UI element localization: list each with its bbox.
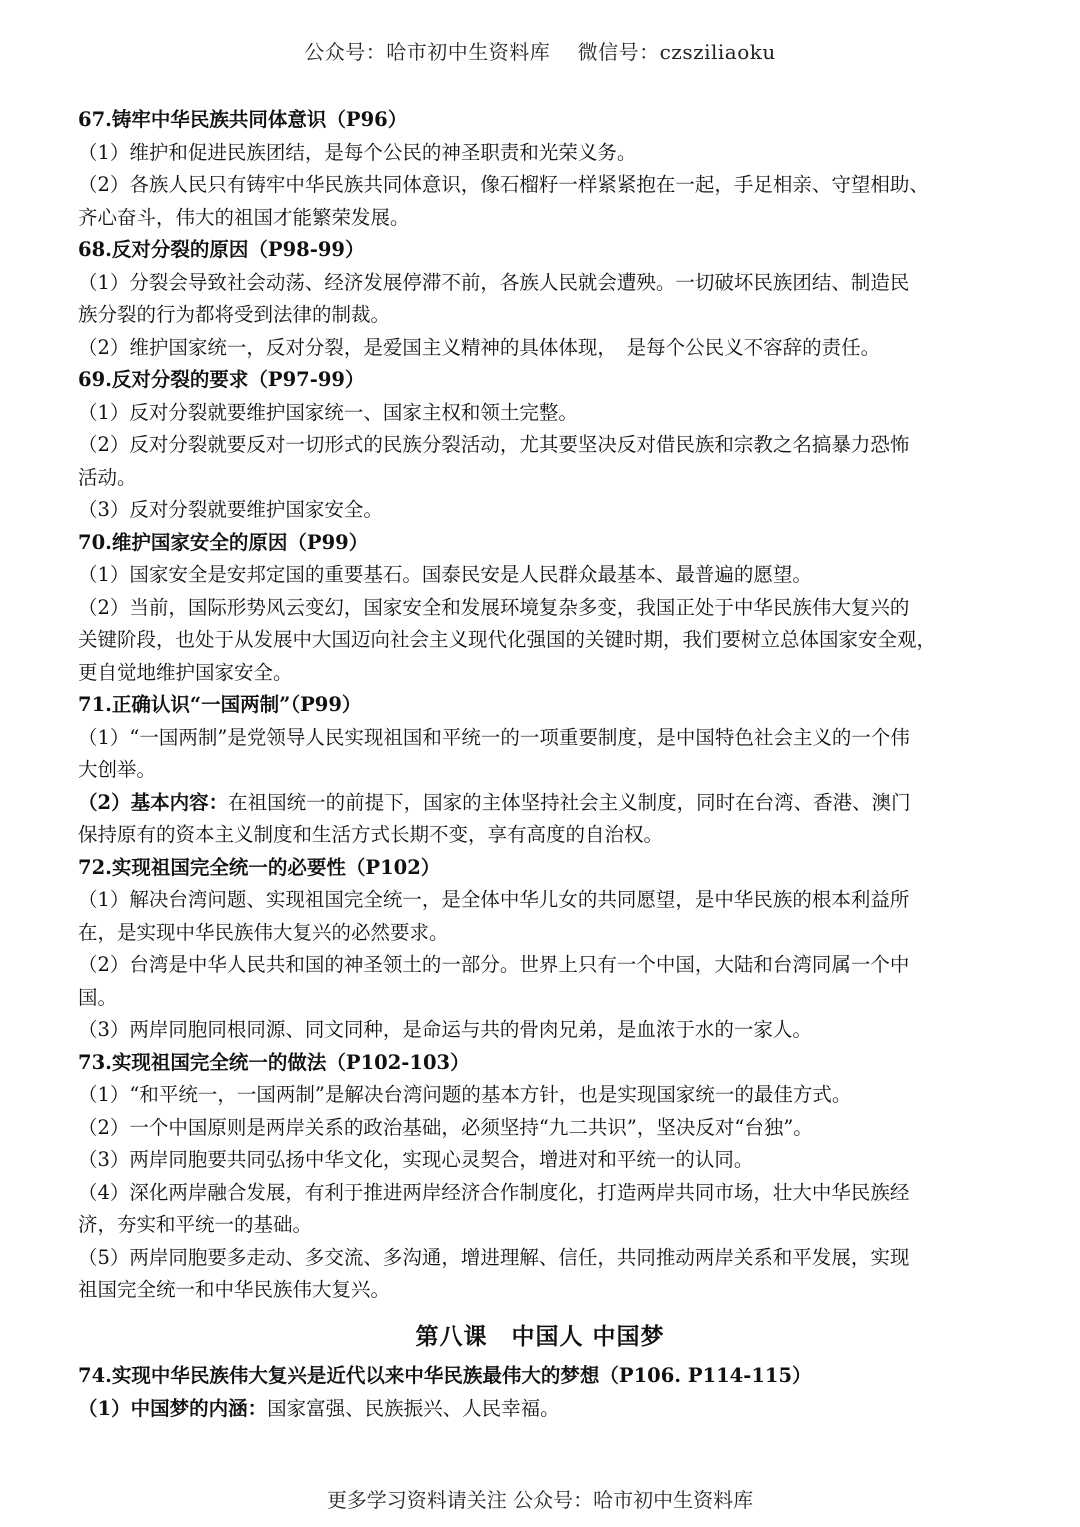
text-line: （5）两岸同胞要多走动、多交流、多沟通，增进理解、信任，共同推动两岸关系和平发展，实现 [78,1245,910,1269]
text-line: （2）台湾是中华人民共和国的神圣领土的一部分。世界上只有一个中国，大陆和台湾同属一个中 [78,953,910,976]
chapter-title: 第八课 中国人 中国梦 [415,1323,665,1350]
text-line: 更自觉地维护国家安全。 [78,660,293,684]
document-body-continued [78,1360,1008,1425]
text-line: （3）两岸同胞同根同源、同文同种，是命运与共的骨肉兄弟，是血浓于水的一家人。 [78,1018,812,1041]
section-heading: 73.实现祖国完全统一的做法（P102-103） [78,1050,470,1074]
text-line: （1）“一国两制”是党领导人民实现祖国和平统一的一项重要制度，是中国特色社会主义的一个伟 [78,725,910,749]
text-line: （2）各族人民只有铸牢中华民族共同体意识，像石榴籽一样紧紧抱在一起，手足相亲、守望相助、 [78,173,929,196]
text-line [78,1393,1008,1426]
text-line: （4）深化两岸融合发展，有利于推进两岸经济合作制度化，打造两岸共同市场，壮大中华民族经 [78,1180,910,1204]
line-text: 在祖国统一的前提下，国家的主体坚持社会主义制度，同时在台湾、香港、澳门 [228,790,911,814]
text-line: （1）“和平统一，一国两制”是解决台湾问题的基本方针，也是实现国家统一的最佳方式。 [78,1083,852,1106]
text-line: （3）反对分裂就要维护国家安全。 [78,498,383,521]
section-heading: 74.实现中华民族伟大复兴是近代以来中华民族最伟大的梦想（P106. P114-115） [78,1364,812,1387]
text-line: （2）反对分裂就要反对一切形式的民族分裂活动，尤其要坚决反对借民族和宗教之名搞暴力恐怖 [78,433,910,456]
document-body [78,104,1008,1307]
text-line: （2）当前，国际形势风云变幻，国家安全和发展环境复杂多变，我国正处于中华民族伟大复兴的 [78,595,910,619]
text-line: 保持原有的资本主义制度和生活方式长期不变，享有高度的自治权。 [78,823,664,846]
section-heading: 71.正确认识“一国两制”（P99） [78,693,362,716]
text-line: 祖国完全统一和中华民族伟大复兴。 [78,1278,391,1301]
text-line: 齐心奋斗，伟大的祖国才能繁荣发展。 [78,205,410,229]
page-footer: 更多学习资料请关注 公众号：哈市初中生资料库 [326,1488,754,1512]
section-heading: 69.反对分裂的要求（P97-99） [78,368,365,391]
bold-label: （1）中国梦的内涵： [78,1396,268,1420]
text-line: 在，是实现中华民族伟大复兴的必然要求。 [78,920,449,944]
text-line: （1）分裂会导致社会动荡、经济发展停滞不前，各族人民就会遭殃。一切破坏民族团结、制造民 [78,270,910,294]
bold-label: （2）基本内容： [78,790,229,814]
text-line: （1）维护和促进民族团结，是每个公民的神圣职责和光荣义务。 [78,140,637,164]
section-heading: 67.铸牢中华民族共同体意识（P96） [78,108,408,131]
section-heading: 70.维护国家安全的原因（P99） [78,530,369,554]
line-text: 国家富强、民族振兴、人民幸福。 [267,1396,560,1420]
text-line: 大创举。 [78,758,157,781]
text-line: 济，夯实和平统一的基础。 [78,1213,313,1236]
page-header: 公众号：哈市初中生资料库 微信号：czsziliaoku [304,40,776,64]
text-line: 族分裂的行为都将受到法律的制裁。 [78,303,391,326]
text-line: 国。 [78,985,118,1009]
text-line: 活动。 [78,465,137,489]
text-line: 关键阶段，也处于从发展中大国迈向社会主义现代化强国的关键时期，我们要树立总体国家安全观， [78,628,937,651]
text-line: （1）反对分裂就要维护国家统一、国家主权和领土完整。 [78,400,578,424]
section-heading: 72.实现祖国完全统一的必要性（P102） [78,855,441,879]
text-line [78,787,1008,820]
section-heading: 68.反对分裂的原因（P98-99） [78,238,365,261]
text-line: （3）两岸同胞要共同弘扬中华文化，实现心灵契合，增进对和平统一的认同。 [78,1148,754,1171]
text-line: （2）一个中国原则是两岸关系的政治基础，必须坚持“九二共识”，坚决反对“台独”。 [78,1115,813,1139]
text-line: （1）解决台湾问题、实现祖国完全统一，是全体中华儿女的共同愿望，是中华民族的根本利益所 [78,888,910,911]
text-line: （1）国家安全是安邦定国的重要基石。国泰民安是人民群众最基本、最普遍的愿望。 [78,563,812,586]
text-line: （2）维护国家统一，反对分裂，是爱国主义精神的具体体现， 是每个公民义不容辞的责任。 [78,335,881,359]
